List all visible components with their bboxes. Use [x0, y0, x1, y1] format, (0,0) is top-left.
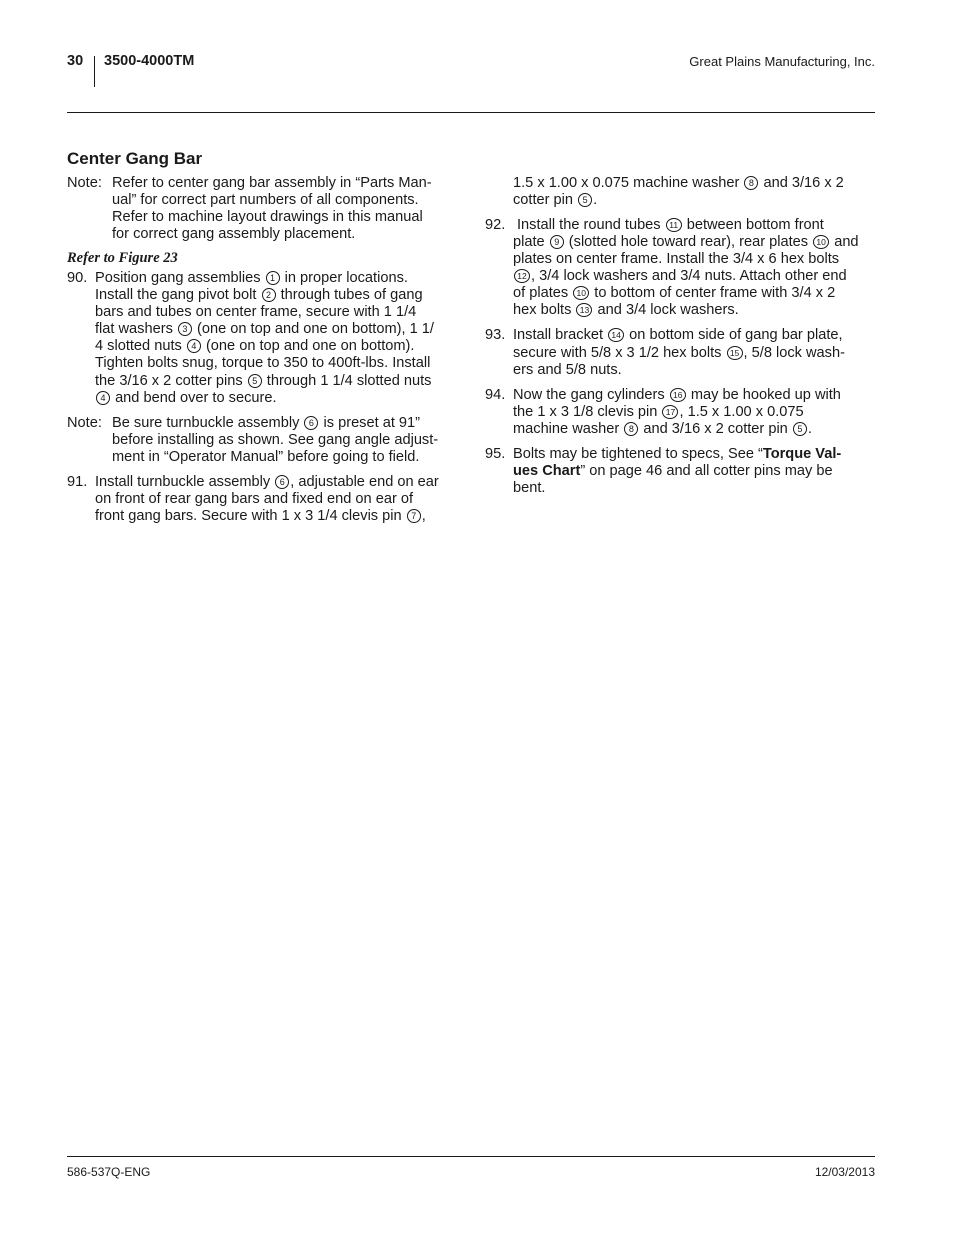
callout-marker: 13 [576, 303, 592, 317]
step-line: Install turnbuckle assembly 6 , adjustable end on ear [95, 474, 439, 490]
step-line: 4 and bend over to secure. [95, 390, 277, 407]
page-number: 30 [67, 53, 84, 69]
torque-chart-reference: Torque Val- [762, 446, 842, 462]
step-number: 93. [485, 327, 506, 343]
step-line: flat washers 3 (one on top and one on bottom), 1 1/ [95, 321, 434, 337]
torque-chart-reference: ues Chart [513, 463, 581, 479]
step-line: plates on center frame. Install the 3/4 x 6 hex bolts [513, 251, 840, 267]
step-line: Now the gang cylinders 16 may be hooked up with [513, 387, 841, 403]
note-line: ment in “Operator Manual” before going to field. [112, 449, 420, 465]
callout-marker: 12 [514, 269, 530, 283]
note-line: Refer to machine layout drawings in this manual [112, 209, 423, 225]
note-label: Note: [67, 175, 102, 191]
step-line: Position gang assemblies 1 in proper locations. [95, 270, 408, 286]
footer-rule [67, 1156, 875, 1157]
callout-marker: 5 [578, 193, 592, 207]
callout-marker: 7 [407, 509, 421, 523]
callout-marker: 10 [573, 286, 589, 300]
step-number: 91. [67, 474, 88, 490]
callout-marker: 3 [178, 322, 192, 336]
note-line: for correct gang assembly placement. [112, 226, 356, 242]
note-line: ual” for correct part numbers of all components. [112, 192, 419, 208]
step-line: of plates 10 to bottom of center frame with 3/4 x 2 [513, 285, 836, 301]
step-line: cotter pin 5 . [513, 192, 598, 208]
step-line: hex bolts 13 and 3/4 lock washers. [513, 302, 739, 318]
footer-date: 12/03/2013 [814, 1165, 875, 1179]
step-number: 90. [67, 270, 88, 286]
callout-marker: 1 [266, 271, 280, 285]
step-line: bent. [513, 480, 546, 496]
section-title: Center Gang Bar [67, 149, 203, 168]
step-line: Bolts may be tightened to specs, See “Torque Val- [513, 446, 842, 462]
callout-marker: 16 [670, 388, 686, 402]
step-line: ers and 5/8 nuts. [513, 362, 622, 378]
step-line: secure with 5/8 x 3 1/2 hex bolts 15 , 5/8 lock wash- [513, 345, 845, 361]
callout-marker: 4 [96, 391, 110, 405]
document-number: 586-537Q-ENG [67, 1165, 151, 1179]
step-line: the 1 x 3 1/8 clevis pin 17 , 1.5 x 1.00 x 0.075 [513, 404, 804, 420]
callout-marker: 5 [793, 422, 807, 436]
note-line: Refer to center gang bar assembly in “Parts Man- [112, 175, 432, 191]
document-title: 3500-4000TM [104, 53, 195, 69]
step-line: on front of rear gang bars and fixed end on ear of [95, 491, 414, 507]
callout-marker: 8 [624, 422, 638, 436]
callout-marker: 2 [262, 288, 276, 302]
step-line: ues Chart” on page 46 and all cotter pins may be [513, 463, 833, 479]
callout-marker: 6 [304, 416, 318, 430]
step-line: the 3/16 x 2 cotter pins 5 through 1 1/4 slotted nuts [95, 373, 432, 389]
callout-marker: 9 [550, 235, 564, 249]
step-number: 92. [485, 217, 506, 233]
callout-marker: 10 [813, 235, 829, 249]
callout-marker: 4 [187, 339, 201, 353]
callout-marker: 6 [275, 475, 289, 489]
note-label: Note: [67, 415, 102, 431]
step-line: Install the round tubes 11 between bottom front [517, 217, 824, 233]
step-number: 95. [485, 446, 506, 462]
step-line: 4 slotted nuts 4 (one on top and one on bottom). [95, 338, 415, 354]
callout-marker: 11 [666, 218, 682, 232]
step-line: bars and tubes on center frame, secure with 1 1/4 [95, 304, 417, 320]
figure-reference: Refer to Figure 23 [67, 250, 178, 266]
header-divider [94, 56, 95, 87]
step-line: 1.5 x 1.00 x 0.075 machine washer 8 and 3/16 x 2 [513, 175, 844, 191]
callout-marker: 17 [662, 405, 678, 419]
note-line: before installing as shown. See gang angle adjust- [112, 432, 439, 448]
step-line: 12 , 3/4 lock washers and 3/4 nuts. Attach other end [513, 268, 847, 285]
step-line: plate 9 (slotted hole toward rear), rear plates 10 and [513, 234, 859, 250]
step-line: machine washer 8 and 3/16 x 2 cotter pin 5 . [513, 421, 812, 437]
step-line: front gang bars. Secure with 1 x 3 1/4 clevis pin 7 , [95, 508, 426, 524]
callout-marker: 5 [248, 374, 262, 388]
callout-marker: 14 [608, 328, 624, 342]
step-line: Install the gang pivot bolt 2 through tubes of gang [95, 287, 423, 303]
step-line: Tighten bolts snug, torque to 350 to 400ft-lbs. Install [95, 355, 431, 371]
step-number: 94. [485, 387, 506, 403]
note-line: Be sure turnbuckle assembly 6 is preset at 91” [112, 415, 421, 431]
step-line: Install bracket 14 on bottom side of gang bar plate, [513, 327, 843, 343]
callout-marker: 15 [727, 346, 743, 360]
callout-marker: 8 [744, 176, 758, 190]
company-name: Great Plains Manufacturing, Inc. [689, 54, 875, 69]
header-rule [67, 112, 875, 113]
